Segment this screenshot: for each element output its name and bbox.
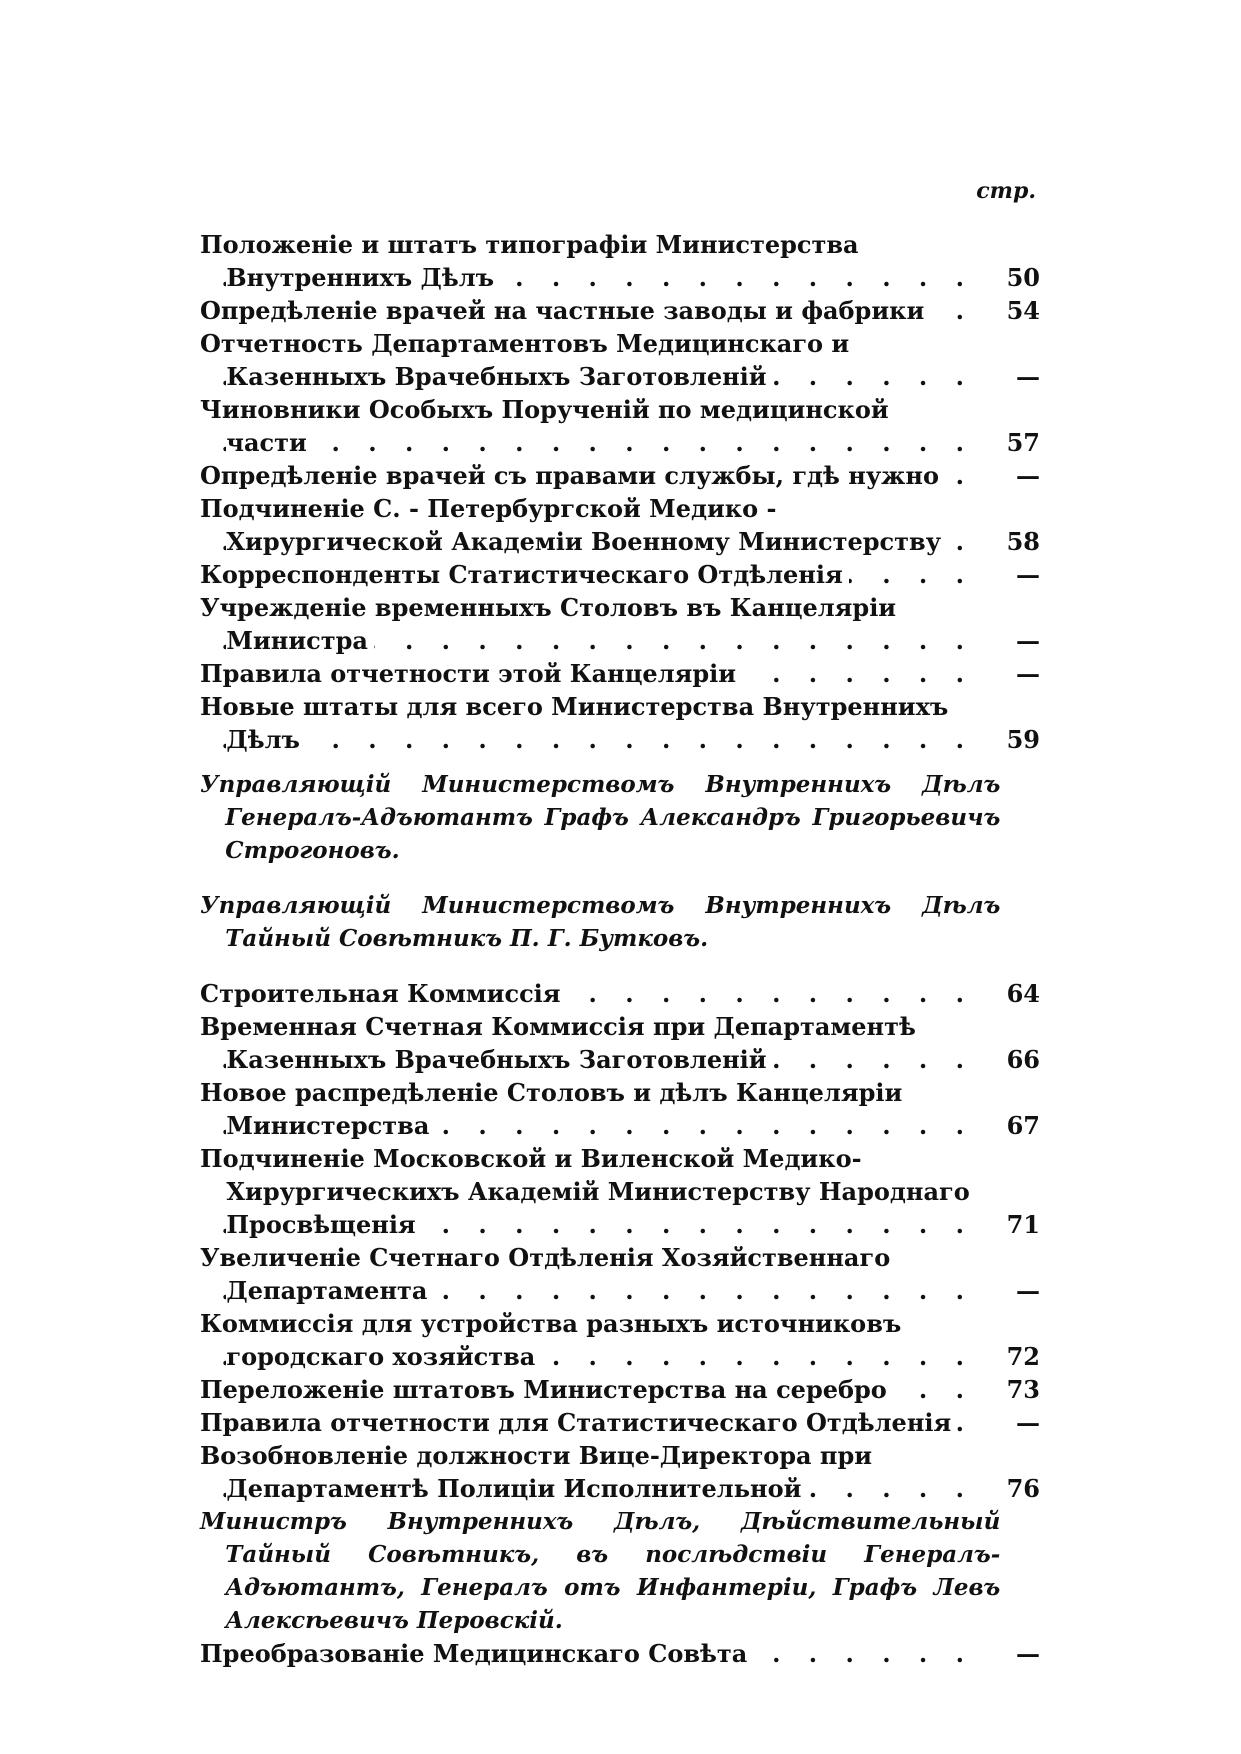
toc-entry-page: 57 bbox=[974, 426, 1040, 459]
toc-entry bbox=[200, 1439, 1040, 1505]
minister-note-3: Министръ Внутреннихъ Дѣлъ, Дѣйствительный Тайный Совѣтникъ, въ послѣдствіи Генералъ-Адъютантъ, Генералъ отъ Инфантеріи, Графъ Левъ Алексѣевичъ Перовскій. bbox=[200, 1508, 1001, 1634]
toc-entry-page: 67 bbox=[974, 1109, 1040, 1142]
toc-entry-title: Строительная Коммиссія bbox=[200, 979, 567, 1008]
toc-entry-title: Увеличеніе Счетнаго Отдѣленія Хозяйственнаго Департамента bbox=[200, 1243, 891, 1305]
toc-entry bbox=[200, 690, 1040, 756]
toc-entry bbox=[200, 1637, 1040, 1670]
toc-entry-page: 59 bbox=[974, 723, 1040, 756]
toc-entry-page: 50 bbox=[974, 261, 1040, 294]
toc-entry bbox=[200, 1307, 1040, 1373]
toc-entry-page: 76 bbox=[974, 1472, 1040, 1505]
toc-entry-page: — bbox=[974, 1637, 1040, 1670]
toc-entry bbox=[200, 1076, 1040, 1142]
toc-entry bbox=[200, 558, 1040, 591]
toc-entry-title: Учрежденіе временныхъ Столовъ въ Канцеляріи Министра bbox=[200, 593, 897, 655]
toc-entry-title: Чиновники Особыхъ Порученій по медицинской части bbox=[200, 395, 889, 457]
toc-entry-page: 71 bbox=[974, 1208, 1040, 1241]
toc-entry-title: Положеніе и штатъ типографіи Министерства Внутреннихъ Дѣлъ bbox=[200, 230, 859, 292]
toc-entry-title: Подчиненіе С. - Петербургской Медико - Хирургической Академіи Военному Министерству bbox=[200, 494, 947, 556]
toc-entry-page: 54 bbox=[974, 294, 1040, 327]
toc-entry-title: Опредѣленіе врачей съ правами службы, гдѣ нужно bbox=[200, 461, 945, 490]
toc-entry-page: 73 bbox=[974, 1373, 1040, 1406]
toc-entry-title: Новое распредѣленіе Столовъ и дѣлъ Канцеляріи Министерства bbox=[200, 1078, 903, 1140]
toc-entry-title: Коммиссія для устройства разныхъ источниковъ городскаго хозяйства bbox=[200, 1309, 902, 1371]
toc-entry-title: Возобновленіе должности Вице-Директора при Департаментѣ Полиціи Исполнительной bbox=[200, 1441, 873, 1503]
toc-entry bbox=[200, 1010, 1040, 1076]
toc-entry-title: Отчетность Департаментовъ Медицинскаго и Казенныхъ Врачебныхъ Заготовленій bbox=[200, 329, 850, 391]
toc-entry-page: — bbox=[974, 558, 1040, 591]
page-column-label: стр. bbox=[976, 178, 1036, 204]
toc-entry-title: Корреспонденты Статистическаго Отдѣленія bbox=[200, 560, 849, 589]
table-of-contents bbox=[200, 228, 1040, 1670]
toc-entry bbox=[200, 327, 1040, 393]
toc-entry-title: Переложеніе штатовъ Министерства на серебро bbox=[200, 1375, 893, 1404]
toc-entry bbox=[200, 977, 1040, 1010]
toc-group-c bbox=[200, 1637, 1040, 1670]
toc-entry bbox=[200, 492, 1040, 558]
toc-entry-page: 58 bbox=[974, 525, 1040, 558]
toc-entry-page: — bbox=[974, 624, 1040, 657]
toc-entry bbox=[200, 657, 1040, 690]
toc-group-a bbox=[200, 228, 1040, 756]
minister-note-2: Управляющій Министерствомъ Внутреннихъ Дѣлъ Тайный Совѣтникъ П. Г. Бутковъ. bbox=[200, 892, 1001, 952]
toc-entry bbox=[200, 393, 1040, 459]
toc-entry-page: — bbox=[974, 459, 1040, 492]
toc-entry-title: Временная Счетная Коммиссія при Департаментѣ Казенныхъ Врачебныхъ Заготовленій bbox=[200, 1012, 916, 1074]
toc-entry bbox=[200, 1406, 1040, 1439]
minister-note-1: Управляющій Министерствомъ Внутреннихъ Дѣлъ Генералъ-Адъютантъ Графъ Александръ Григорьевичъ Строгоновъ. bbox=[200, 771, 1001, 864]
toc-entry bbox=[200, 294, 1040, 327]
toc-entry-title: Подчиненіе Московской и Виленской Медико-Хирургическихъ Академій Министерству Народнаго Просвѣщенія bbox=[200, 1144, 970, 1239]
toc-entry-page: 72 bbox=[974, 1340, 1040, 1373]
toc-entry-title: Новые штаты для всего Министерства Внутреннихъ Дѣлъ bbox=[200, 692, 949, 754]
toc-entry-page: — bbox=[974, 360, 1040, 393]
toc-entry bbox=[200, 1142, 1040, 1241]
toc-entry bbox=[200, 1241, 1040, 1307]
toc-entry-page: 64 bbox=[974, 977, 1040, 1010]
toc-entry bbox=[200, 228, 1040, 294]
toc-entry bbox=[200, 459, 1040, 492]
toc-entry bbox=[200, 1373, 1040, 1406]
toc-entry bbox=[200, 591, 1040, 657]
toc-entry-page: — bbox=[974, 1406, 1040, 1439]
toc-entry-page: 66 bbox=[974, 1043, 1040, 1076]
toc-entry-title: Правила отчетности этой Канцеляріи bbox=[200, 659, 742, 688]
toc-entry-page: — bbox=[974, 657, 1040, 690]
toc-group-b bbox=[200, 977, 1040, 1505]
toc-entry-title: Опредѣленіе врачей на частные заводы и фабрики bbox=[200, 296, 930, 325]
toc-entry-title: Преобразованіе Медицинскаго Совѣта bbox=[200, 1639, 753, 1668]
toc-entry-page: — bbox=[974, 1274, 1040, 1307]
toc-entry-title: Правила отчетности для Статистическаго Отдѣленія bbox=[200, 1408, 957, 1437]
